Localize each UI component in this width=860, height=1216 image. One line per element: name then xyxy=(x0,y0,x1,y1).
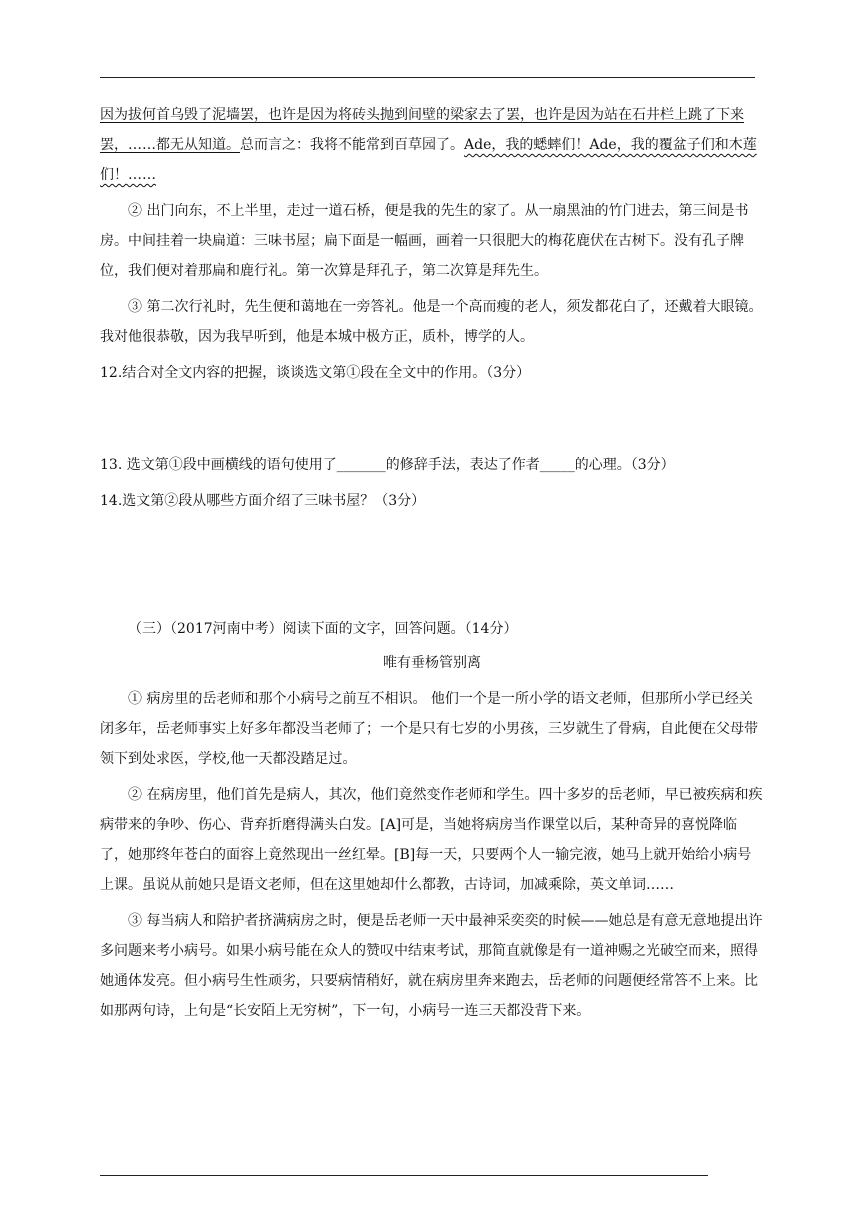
answer-space-12 xyxy=(100,388,764,444)
passage-paragraph-2: ② 出门向东，不上半里，走过一道石桥，便是我的先生的家了。从一扇黑油的竹门进去，第三间是书房。中间挂着一块扁道：三味书屋；扁下面是一幅画，画着一只很肥大的梅花鹿伏在古树下。没有孔子牌位，我们便对着那扁和鹿行礼。第一次算是拜孔子，第二次算是拜先生。 xyxy=(100,203,749,279)
footer-rule xyxy=(100,1175,708,1176)
article-paragraph-3: ③ 每当病人和陪护者挤满病房之时，便是岳老师一天中最神采奕奕的时候——她总是有意无意地提出许多问题来考小病号。如果小病号能在众人的赞叹中结束考试，那简直就像是有一道神赐之光破空而来，照得她通体发亮。但小病号生性顽劣，只要病情稍好，就在病房里奔来跑去，岳老师的问题便经常答不上来。比如那两句诗，上句是“长安陌上无穷树”，下一句，小病号一连三天都没背下来。 xyxy=(100,913,763,1019)
article-paragraph-1: ① 病房里的岳老师和那个小病号之前互不相识。 他们一个是一所小学的语文老师，但那所小学已经关闭多年，岳老师事实上好多年都没当老师了；一个是只有七岁的小男孩，三岁就生了骨病，自此便在父母带领下到处求医，学校,他一天都没踏足过。 xyxy=(100,691,758,767)
underlined-sentence: 因为拔何首乌毁了泥墙罢，也许是因为将砖头抛到间壁的梁家去了罢，也许是因为站在石井栏上跳了下来罢，……都无从知道。 xyxy=(100,107,744,153)
article-title: 唯有垂杨管别离 xyxy=(383,655,481,671)
wavy-underlined-sentence: Ade，我的蟋蟀们！Ade，我的覆盆子们和木莲们！…… xyxy=(100,137,757,183)
question-14: 14.选文第②段从哪些方面介绍了三味书屋？（3分） xyxy=(100,493,426,509)
passage-continuation xyxy=(100,100,764,190)
section-3-intro: （三）（2017河南中考）阅读下面的文字，回答问题。（14分） xyxy=(128,621,518,637)
article-paragraph-2: ② 在病房里，他们首先是病人，其次，他们竟然变作老师和学生。四十多岁的岳老师，早已被疾病和疾病带来的争吵、伤心、背弃折磨得满头白发。[A]可是，当她将病房当作课堂以后，某种奇异的喜悦降临了，她那终年苍白的面容上竟然现出一丝红晕。[B]每一天，只要两个人一输完液，她马上就开始给小病号上课。虽说从前她只是语文老师，但在这里她却什么都教，古诗词，加减乘除，英文单词…… xyxy=(100,787,763,893)
continuation-text: 总而言之：我将不能常到百草园了。 xyxy=(240,137,464,153)
question-12: 12.结合对全文内容的把握，谈谈选文第①段在全文中的作用。（3分） xyxy=(100,365,531,381)
question-13: 13. 选文第①段中画横线的语句使用了_______的修辞手法，表达了作者_____的心理。（3分） xyxy=(100,457,675,473)
header-rule xyxy=(100,77,755,78)
answer-space-14 xyxy=(100,516,764,614)
passage-paragraph-3: ③ 第二次行礼时，先生便和蔼地在一旁答礼。他是一个高而瘦的老人，须发都花白了，还戴着大眼镜。我对他很恭敬，因为我早听到，他是本城中极方正，质朴，博学的人。 xyxy=(100,299,763,345)
page-content xyxy=(100,100,764,1026)
